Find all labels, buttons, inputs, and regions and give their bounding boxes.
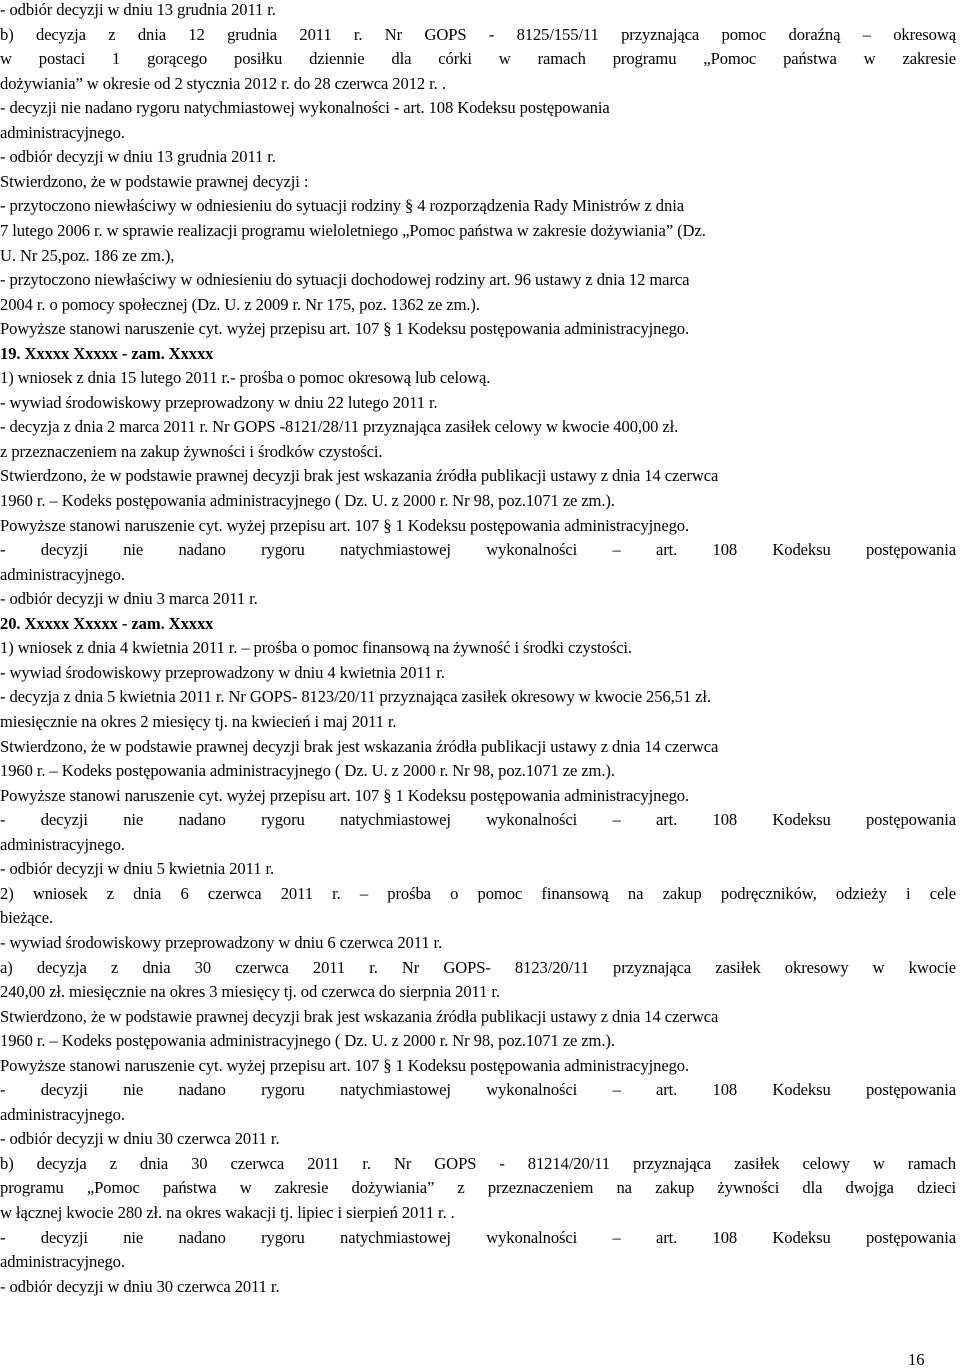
text-line: 1960 r. – Kodeks postępowania administracyjnego ( Dz. U. z 2000 r. Nr 98, poz.1071 ze zm.). (0, 761, 615, 781)
text-line: 1) wniosek z dnia 15 lutego 2011 r.- prośba o pomoc okresową lub celową. (0, 368, 491, 388)
text-line: administracyjnego. (0, 1104, 125, 1124)
text-line: z przeznaczeniem na zakup żywności i środków czystości. (0, 441, 383, 461)
text-line: 1) wniosek z dnia 4 kwietnia 2011 r. – prośba o pomoc finansową na żywność i środki czystości. (0, 638, 632, 658)
text-line: bieżące. (0, 908, 54, 928)
text-line: - decyzji nie nadano rygoru natychmiastowej wykonalności – art. 108 Kodeksu postępowania (0, 810, 956, 830)
text-line: Stwierdzono, że w podstawie prawnej decyzji brak jest wskazania źródła publikacji ustawy z dnia 14 czerwca (0, 736, 719, 756)
text-line: Powyższe stanowi naruszenie cyt. wyżej przepisu art. 107 § 1 Kodeksu postępowania administracyjnego. (0, 785, 690, 805)
text-line: U. Nr 25,poz. 186 ze zm.), (0, 245, 175, 265)
text-line: - przytoczono niewłaściwy w odniesieniu do sytuacji dochodowej rodziny art. 96 ustawy z dnia 12 marca (0, 270, 690, 290)
section-heading: 20. Xxxxx Xxxxx - zam. Xxxxx (0, 613, 214, 633)
text-line: administracyjnego. (0, 1252, 125, 1271)
text-line: - wywiad środowiskowy przeprowadzony w dniu 22 lutego 2011 r. (0, 392, 438, 412)
text-line: Powyższe stanowi naruszenie cyt. wyżej przepisu art. 107 § 1 Kodeksu postępowania administracyjnego. (0, 1055, 690, 1075)
text-line: programu „Pomoc państwa w zakresie dożywiania” z przeznaczeniem na zakup żywności dla dwojga dzieci (0, 1178, 956, 1198)
text-line: administracyjnego. (0, 834, 125, 854)
text-line: administracyjnego. (0, 564, 125, 584)
page-number: 16 (908, 1350, 925, 1369)
section-heading: 19. Xxxxx Xxxxx - zam. Xxxxx (0, 343, 214, 363)
text-line: - odbiór decyzji w dniu 30 czerwca 2011 r. (0, 1129, 280, 1149)
text-line: - odbiór decyzji w dniu 13 grudnia 2011 r. (0, 147, 276, 167)
text-line: w łącznej kwocie 280 zł. na okres wakacji tj. lipiec i sierpień 2011 r. . (0, 1203, 455, 1222)
text-line: - decyzja z dnia 2 marca 2011 r. Nr GOPS -8121/28/11 przyznająca zasiłek celowy w kwocie 400,00 zł. (0, 417, 679, 437)
text-line: Stwierdzono, że w podstawie prawnej decyzji brak jest wskazania źródła publikacji ustawy z dnia 14 czerwca (0, 466, 719, 486)
text-line: - decyzji nie nadano rygoru natychmiastowej wykonalności - art. 108 Kodeksu postępowania (0, 98, 610, 118)
text-line: dożywiania” w okresie od 2 stycznia 2012 r. do 28 czerwca 2012 r. . (0, 73, 446, 93)
text-line: - odbiór decyzji w dniu 5 kwietnia 2011 r. (0, 859, 274, 879)
text-line: Stwierdzono, że w podstawie prawnej decyzji brak jest wskazania źródła publikacji ustawy z dnia 14 czerwca (0, 1006, 719, 1026)
text-line: - odbiór decyzji w dniu 3 marca 2011 r. (0, 589, 258, 609)
text-line: - odbiór decyzji w dniu 30 czerwca 2011 r. (0, 1276, 280, 1296)
text-line: - decyzji nie nadano rygoru natychmiastowej wykonalności – art. 108 Kodeksu postępowania (0, 540, 956, 560)
text-line: 1960 r. – Kodeks postępowania administracyjnego ( Dz. U. z 2000 r. Nr 98, poz.1071 ze zm.). (0, 1031, 615, 1051)
text-line: administracyjnego. (0, 122, 125, 142)
text-line: - decyzja z dnia 5 kwietnia 2011 r. Nr GOPS- 8123/20/11 przyznająca zasiłek okresowy w kwocie 256,51 zł. (0, 687, 711, 707)
text-line: w postaci 1 gorącego posiłku dziennie dla córki w ramach programu „Pomoc państwa w zakresie (0, 49, 956, 69)
text-line: 7 lutego 2006 r. w sprawie realizacji programu wieloletniego „Pomoc państwa w zakresie dożywiania” (Dz. (0, 221, 706, 240)
text-line: 240,00 zł. miesięcznie na okres 3 miesięcy tj. od czerwca do sierpnia 2011 r. (0, 982, 500, 1001)
text-line: - przytoczono niewłaściwy w odniesieniu do sytuacji rodziny § 4 rozporządzenia Rady Ministrów z dnia (0, 196, 684, 216)
text-line: 2004 r. o pomocy społecznej (Dz. U. z 2009 r. Nr 175, poz. 1362 ze zm.). (0, 294, 480, 314)
text-line: Powyższe stanowi naruszenie cyt. wyżej przepisu art. 107 § 1 Kodeksu postępowania administracyjnego. (0, 319, 690, 339)
text-line: 1960 r. – Kodeks postępowania administracyjnego ( Dz. U. z 2000 r. Nr 98, poz.1071 ze zm.). (0, 491, 615, 510)
text-line: miesięcznie na okres 2 miesięcy tj. na kwiecień i maj 2011 r. (0, 712, 397, 731)
text-line: b) decyzja z dnia 12 grudnia 2011 r. Nr GOPS - 8125/155/11 przyznająca pomoc doraźną – okresową (0, 24, 956, 44)
text-line: - wywiad środowiskowy przeprowadzony w dniu 4 kwietnia 2011 r. (0, 662, 445, 682)
text-line: Stwierdzono, że w podstawie prawnej decyzji : (0, 171, 309, 191)
text-line: - decyzji nie nadano rygoru natychmiastowej wykonalności – art. 108 Kodeksu postępowania (0, 1227, 956, 1247)
text-line: - wywiad środowiskowy przeprowadzony w dniu 6 czerwca 2011 r. (0, 932, 443, 952)
text-line: - decyzji nie nadano rygoru natychmiastowej wykonalności – art. 108 Kodeksu postępowania (0, 1080, 956, 1100)
text-line: 2) wniosek z dnia 6 czerwca 2011 r. – prośba o pomoc finansową na zakup podręczników, odzieży i cele (0, 883, 956, 903)
text-line: Powyższe stanowi naruszenie cyt. wyżej przepisu art. 107 § 1 Kodeksu postępowania administracyjnego. (0, 515, 690, 535)
text-line: b) decyzja z dnia 30 czerwca 2011 r. Nr GOPS - 81214/20/11 przyznająca zasiłek celowy w ramach (0, 1153, 956, 1173)
text-line: a) decyzja z dnia 30 czerwca 2011 r. Nr GOPS- 8123/20/11 przyznająca zasiłek okresowy w kwocie (0, 957, 956, 977)
text-line: - odbiór decyzji w dniu 13 grudnia 2011 r. (0, 0, 276, 19)
